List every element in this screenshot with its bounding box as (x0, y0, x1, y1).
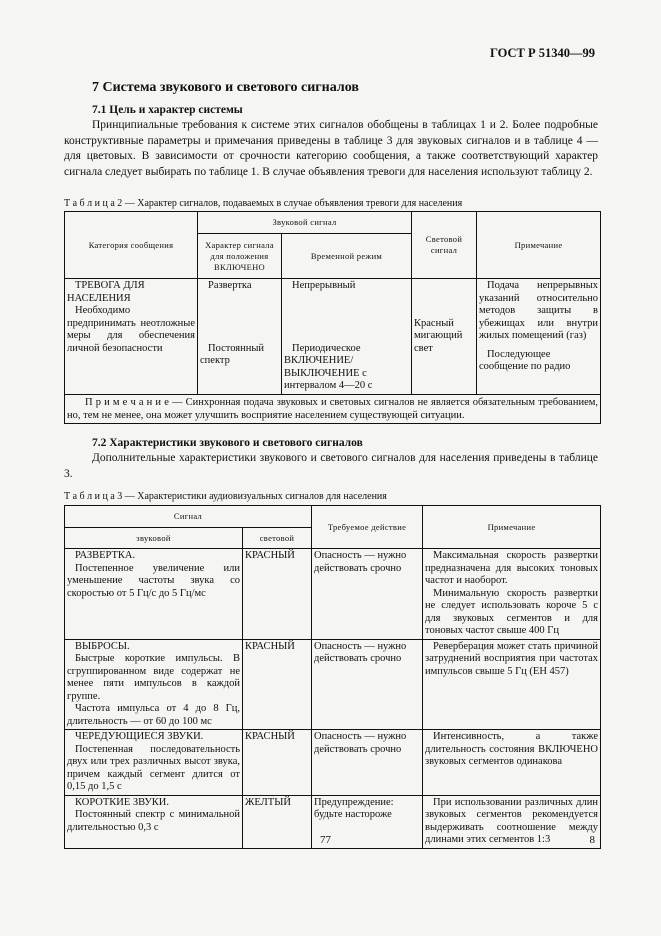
table-caption: Т а б л и ц а 3 — Характеристики аудиовизуальных сигналов для населения (64, 491, 387, 502)
subsection-title: 7.1 Цель и характер системы (92, 104, 243, 116)
paragraph: Дополнительные характеристики звукового и светового сигналов для населения приведены в таблице 3. (64, 452, 598, 480)
table-cell: Подача непрерывных указаний относительно методов защиты в убежищах или внутри жилых помещений (газ) Последующее сообщение по радио (477, 279, 601, 395)
header-cell: Примечание (477, 212, 601, 279)
document-id: ГОСТ Р 51340—99 (489, 46, 595, 60)
paragraph: Принципиальные требования к системе этих сигналов обобщены в таблицах 1 и 2. Более подробные конструктивные параметры и примечания приведены в таблице 3 для звуковых сигналов и в таблице 4 — для цветовых. В зависимости от срочности категорию сообщения, а также соответствующий характер сигнала следует выбирать по таблице 1. В случае объявления тревоги для населения используют таблицу 2. (64, 119, 598, 178)
header-cell: Сигнал (65, 506, 312, 528)
table-cell: ТРЕВОГА ДЛЯ НАСЕЛЕНИЯ Необходимо предпринимать неотложные меры для обеспечения личной безопасности (65, 279, 198, 395)
table-cell: ЖЕЛТЫЙ (243, 795, 312, 848)
sheet-number: 8 (589, 834, 595, 846)
table-cell: Предупреждение: будьте настороже (312, 795, 423, 848)
table-cell: ВЫБРОСЫ. Быстрые короткие импульсы. В сгруппированном виде содержат не менее пяти импульсов в каждой группе. Частота импульса от 4 до 8 Гц, длительность — от 60 до 100 мс (65, 639, 243, 730)
table-cell: РАЗВЕРТКА. Постепенное увеличение или уменьшение частоты звука со скоростью от 5 Гц/с до 5 Гц/мс (65, 549, 243, 640)
table-cell: Опасность — нужно действовать срочно (312, 639, 423, 730)
table-cell: Интенсивность, а также длительность состояния ВКЛЮЧЕНО звуковых сегментов одинакова (423, 730, 601, 796)
header-cell: звуковой (65, 528, 243, 549)
subsection-title: 7.2 Характеристики звукового и светового сигналов (92, 437, 363, 449)
table-cell: Опасность — нужно действовать срочно (312, 730, 423, 796)
table-cell: Развертка Постоянный спектр (198, 279, 282, 395)
header-cell: Временной режим (282, 234, 412, 279)
header-cell: Категория сообщения (65, 212, 198, 279)
section-title: 7 Система звукового и светового сигналов (92, 80, 359, 95)
table-caption: Т а б л и ц а 2 — Характер сигналов, подаваемых в случае объявления тревоги для населения (64, 198, 463, 209)
header-cell: Характер сигнала для положения ВКЛЮЧЕНО (198, 234, 282, 279)
header-cell: Звуковой сигнал (198, 212, 412, 234)
page-number: 77 (320, 834, 331, 846)
table-cell: ЧЕРЕДУЮЩИЕСЯ ЗВУКИ. Постепенная последовательность двух или трех различных высот звука, причем каждый сегмент длится от 0,15 до 1,5 с (65, 730, 243, 796)
table-cell: Красный мигающий свет (412, 279, 477, 395)
table-cell: При использовании различных длин звуковых сегментов рекомендуется выдерживать соотношение между длинами этих сегментов 1:3 (423, 795, 601, 848)
table-cell: Максимальная скорость развертки предназначена для высоких тоновых частот и наоборот. Минимальную скорость развертки не следует использовать короче 5 с для звуковых сегментов и для тоновых частот свыше 400 Гц (423, 549, 601, 640)
table-cell: Опасность — нужно действовать срочно (312, 549, 423, 640)
table-3 (64, 505, 601, 849)
table-cell: Реверберация может стать причиной затруднений восприятия при частотах импульсов свыше 5 Гц (ЕН 457) (423, 639, 601, 730)
table-cell: КОРОТКИЕ ЗВУКИ. Постоянный спектр с минимальной длительностью 0,3 с (65, 795, 243, 848)
table-cell: КРАСНЫЙ (243, 639, 312, 730)
header-cell: Примечание (423, 506, 601, 549)
header-cell: световой (243, 528, 312, 549)
table-cell: КРАСНЫЙ (243, 549, 312, 640)
header-cell: Световой сигнал (412, 212, 477, 279)
header-cell: Требуемое действие (312, 506, 423, 549)
table-2 (64, 211, 601, 424)
table-cell: КРАСНЫЙ (243, 730, 312, 796)
table-note: П р и м е ч а н и е — Синхронная подача звуковых и световых сигналов не является обязательным требованием, но, тем не менее, она может улучшить восприятие населением существующей ситуации. (65, 395, 601, 424)
table-cell: Непрерывный Периодическое ВКЛЮЧЕНИЕ/ВЫКЛЮЧЕНИЕ с интервалом 4—20 с (282, 279, 412, 395)
